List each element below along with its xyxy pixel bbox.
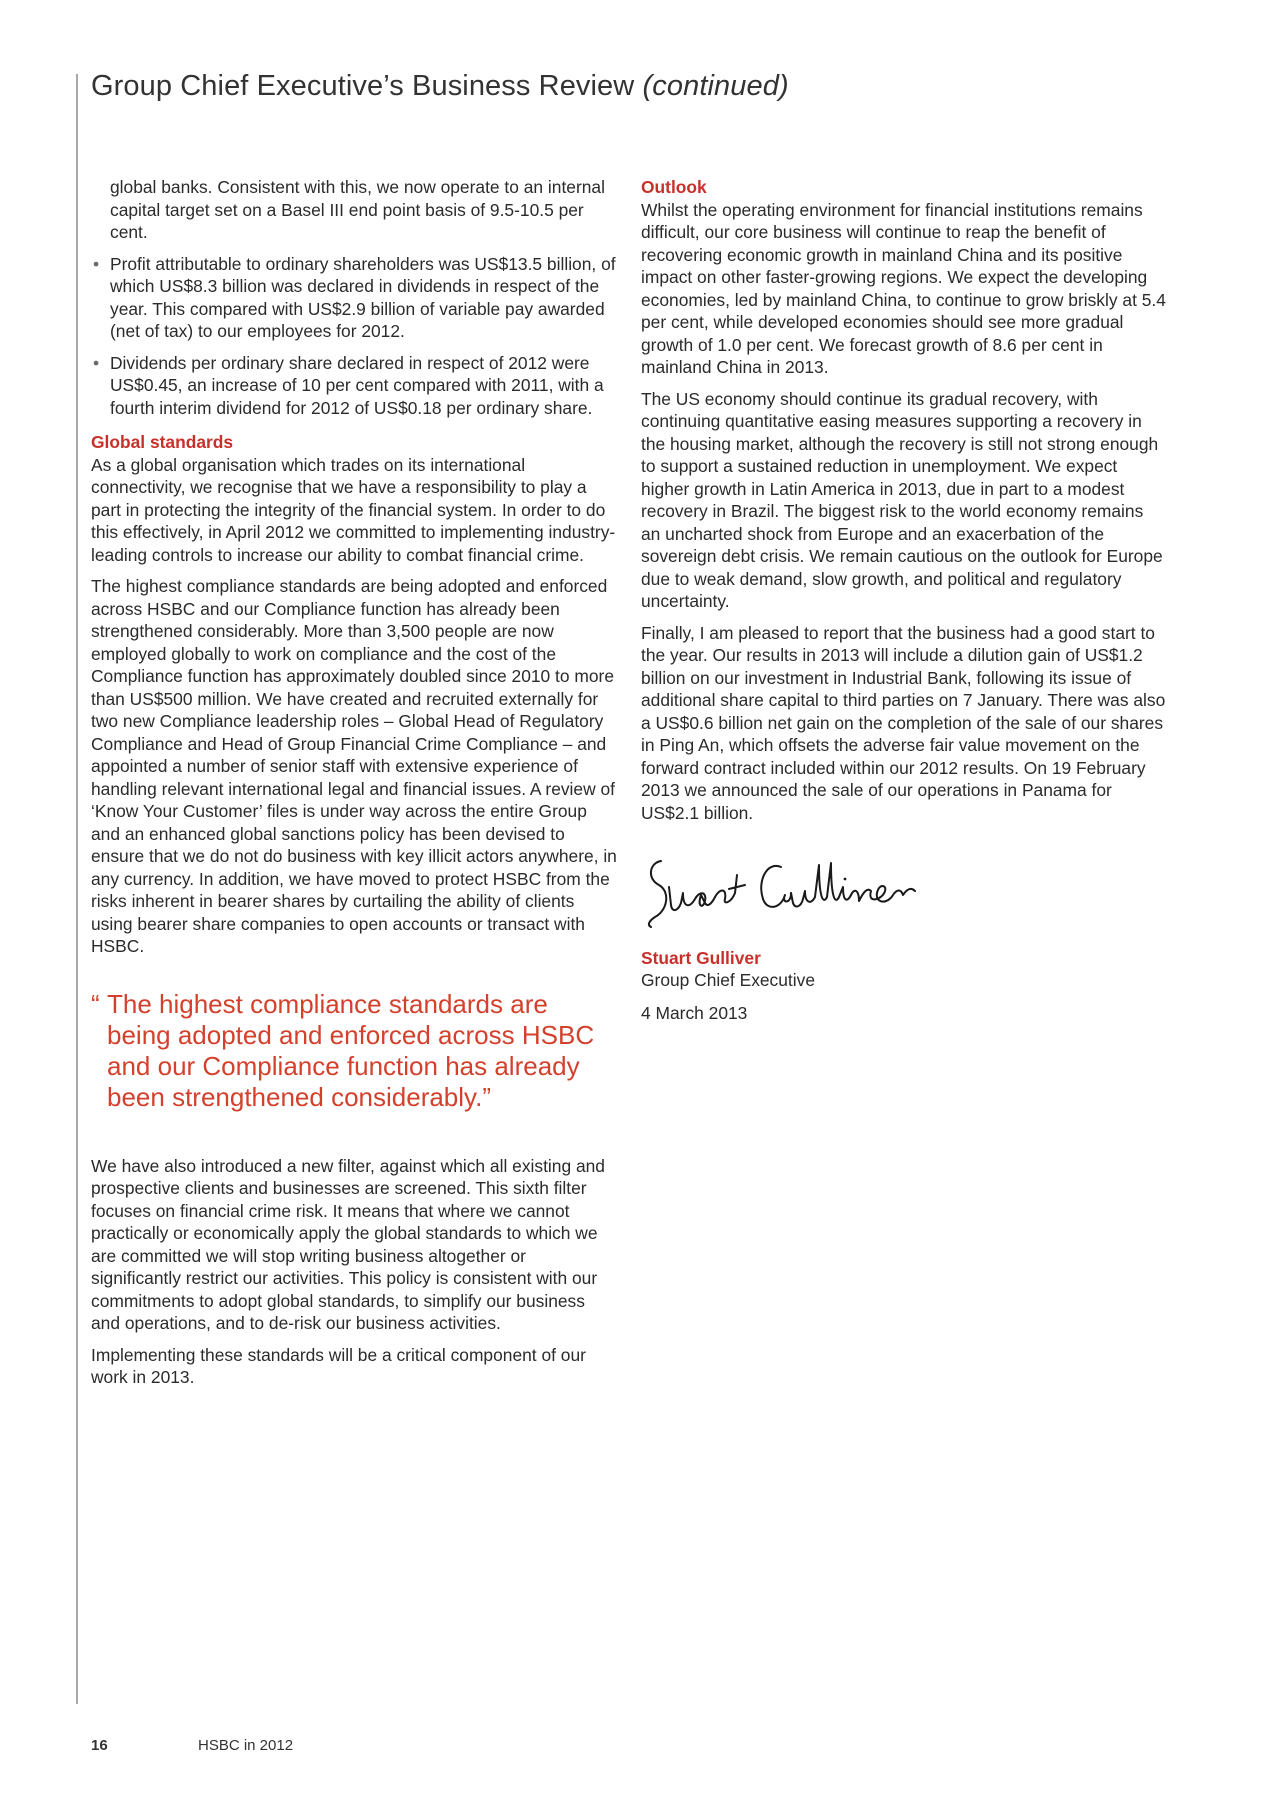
outlook-paragraph-2: The US economy should continue its gradual recovery, with continuing quantitative easing measures supporting a recovery in the housing market, although the recovery is still not strong enough to support a sustained reduction in unemployment. We expect higher growth in Latin America in 2013, due in part to a modest recovery in Brazil. The biggest risk to the world economy remains an uncharted shock from Europe and an exacerbation of the sovereign debt crisis. We remain cautious on the outlook for Europe due to weak demand, slow growth, and political and regulatory uncertainty. — [641, 388, 1163, 611]
global-standards-paragraph-1: As a global organisation which trades on its international connectivity, we recognise that we have a responsibility to play a part in protecting the integrity of the financial system. In order to do this effectively, in April 2012 we committed to implementing industry-leading controls to increase our ability to combat financial crime. — [91, 454, 616, 565]
results-bullet-list — [91, 253, 617, 420]
page-title-text: Group Chief Executive’s Business Review — [91, 70, 635, 102]
global-standards-paragraph-2: The highest compliance standards are being adopted and enforced across HSBC and our Compliance function has already been strengthened considerably. More than 3,500 people are now employed globally to work on compliance and the cost of the Compliance function has approximately doubled since 2010 to more than US$500 million. We have created and recruited externally for two new Compliance leadership roles – Global Head of Regulatory Compliance and Head of Group Financial Crime Compliance – and appointed a number of senior staff with extensive experience of handling relevant international legal and financial issues. A review of ‘Know Your Customer’ files is under way across the entire Group and an enhanced global sanctions policy has been devised to ensure that we do not do business with key illicit actors anywhere, in any currency. In addition, we have moved to protect HSBC from the risks inherent in bearer shares by curtailing the ability of clients using bearer share companies to open accounts or transact with HSBC. — [91, 576, 617, 956]
pull-quote — [91, 989, 617, 1114]
outlook-heading: Outlook — [641, 177, 707, 197]
left-column — [91, 176, 617, 1398]
global-standards-heading: Global standards — [91, 432, 234, 452]
pull-quote-text: The highest compliance standards are being adopted and enforced across HSBC and our Compliance function has already been strengthened considerably.” — [107, 988, 595, 1113]
bullet-item-dividends: • Dividends per ordinary share declared in respect of 2012 were US$0.45, an increase of 10 per cent compared with 2011, with a fourth interim dividend for 2012 of US$0.18 per ordinary share. — [91, 352, 617, 420]
signature-date: 4 March 2013 — [641, 1002, 748, 1023]
pull-quote-open-mark: “ — [91, 988, 100, 1019]
margin-rule — [76, 74, 78, 1704]
outlook-paragraph-3: Finally, I am pleased to report that the business had a good start to the year. Our results in 2013 will include a dilution gain of US$1.2 billion on our investment in Industrial Bank, following its issue of additional share capital to third parties on 7 January. There was also a US$0.6 billion net gain on the completion of the sale of our shares in Ping An, which offsets the adverse fair value movement on the forward contract included within our 2012 results. On 19 February 2013 we announced the sale of our operations in Panama for US$2.1 billion. — [641, 622, 1166, 823]
signatory-role: Group Chief Executive — [641, 970, 815, 990]
right-column — [641, 176, 1167, 1033]
signature-image — [641, 847, 941, 933]
page-title-continued: (continued) — [642, 70, 789, 102]
bullet-item-profit: • Profit attributable to ordinary shareholders was US$13.5 billion, of which US$8.3 billion was declared in dividends in respect of the year. This compared with US$2.9 billion of variable pay awarded (net of tax) to our employees for 2012. — [91, 253, 617, 343]
signatory-name: Stuart Gulliver — [641, 947, 761, 968]
page-number: 16 — [91, 1737, 108, 1754]
outlook-paragraph-1: Whilst the operating environment for financial institutions remains difficult, our core business will continue to reap the benefit of recovering economic growth in mainland China and its positive impact on other faster-growing regions. We expect the developing economies, led by mainland China, to continue to grow briskly at 5.4 per cent, while developed economies should see more gradual growth of 1.0 per cent. We forecast growth of 8.6 per cent in mainland China in 2013. — [641, 199, 1166, 377]
sixth-filter-paragraph: We have also introduced a new filter, against which all existing and prospective clients and businesses are screened. This sixth filter focuses on financial crime risk. It means that where we cannot practically or economically apply the global standards to which we are committed we will stop writing business altogether or significantly restrict our activities. This policy is consistent with our commitments to adopt global standards, to simplify our business and operations, and to de-risk our business activities. — [91, 1155, 605, 1334]
page-title — [91, 70, 789, 103]
publication-name: HSBC in 2012 — [198, 1737, 294, 1754]
intro-paragraph: global banks. Consistent with this, we now operate to an internal capital target set on a Basel III end point basis of 9.5-10.5 per cent. — [110, 177, 605, 242]
closing-paragraph: Implementing these standards will be a critical component of our work in 2013. — [91, 1344, 586, 1388]
